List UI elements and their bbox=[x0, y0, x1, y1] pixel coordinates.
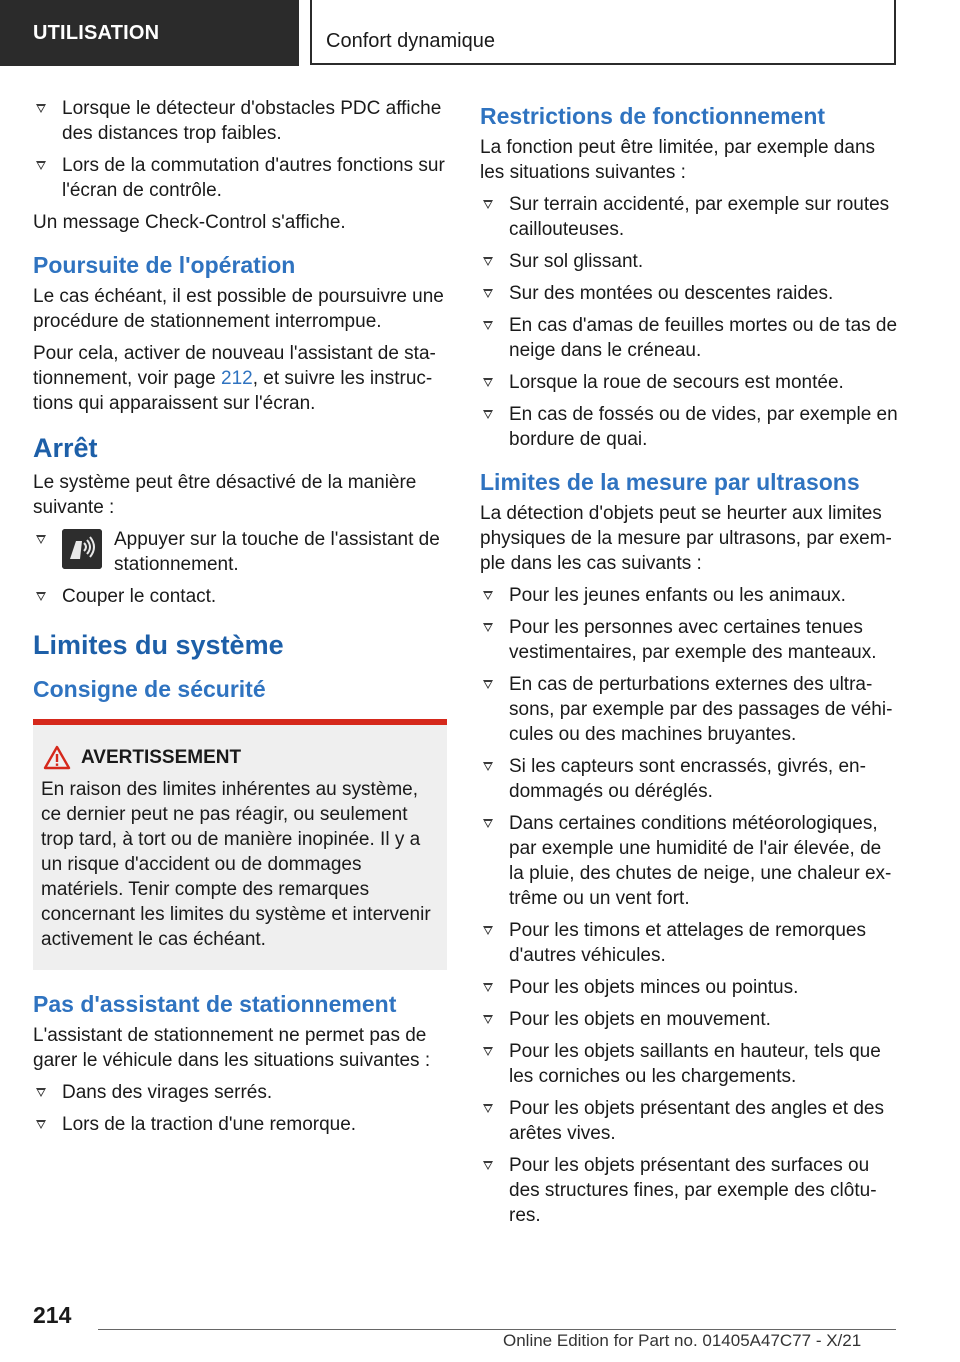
edition-footer: Online Edition for Part no. 01405A47C77 - X/21 bbox=[503, 1331, 862, 1350]
safety-heading: Consigne de sécurité bbox=[33, 676, 266, 702]
triangle-bullet-icon bbox=[483, 257, 493, 266]
list-item bbox=[480, 754, 900, 804]
parking-assistant-button-icon bbox=[62, 529, 102, 569]
triangle-bullet-icon bbox=[483, 680, 493, 689]
list-item bbox=[480, 583, 900, 608]
list-item-text: Sur des montées ou descentes raides. bbox=[509, 283, 834, 304]
triangle-bullet-icon bbox=[36, 104, 46, 113]
triangle-bullet-icon bbox=[483, 1047, 493, 1056]
list-item bbox=[33, 584, 447, 609]
list-item bbox=[33, 527, 447, 577]
restrictions-heading: Restrictions de fonctionnement bbox=[480, 103, 826, 129]
triangle-bullet-icon bbox=[483, 200, 493, 209]
list-item-text: Dans certaines conditions météorologiques, par exemple une humidité de l'air élevée, de la pluie, des chutes de neige, une chaleur extrême ou un vent fort. bbox=[509, 813, 892, 909]
resume-text-after-link: , et suivre les instructions qui apparaissent sur l'écran. bbox=[33, 368, 433, 414]
warning-triangle-icon bbox=[43, 745, 71, 770]
triangle-bullet-icon bbox=[483, 762, 493, 771]
left-column bbox=[33, 96, 447, 1144]
list-item-text: Dans des virages serrés. bbox=[62, 1082, 273, 1103]
resume-heading: Poursuite de l'opération bbox=[33, 252, 296, 278]
triangle-bullet-icon bbox=[483, 926, 493, 935]
stop-intro: Le système peut être désactivé de la manière suivante : bbox=[33, 472, 417, 518]
ultrasonic-intro: La détection d'objets peut se heurter aux limites physiques de la mesure par ultrasons, par exemple dans les cas suivants : bbox=[480, 503, 892, 574]
triangle-bullet-icon bbox=[483, 591, 493, 600]
stop-heading: Arrêt bbox=[33, 433, 98, 463]
list-item-text: Pour les objets saillants en hauteur, tels que les corniches ou les chargements. bbox=[509, 1041, 881, 1087]
ultrasonic-heading: Limites de la mesure par ultrasons bbox=[480, 469, 860, 495]
topic-title: Confort dynamique bbox=[310, 0, 896, 65]
list-item bbox=[33, 1080, 447, 1105]
list-item bbox=[33, 153, 447, 203]
list-item bbox=[480, 918, 900, 968]
right-column bbox=[480, 96, 900, 1235]
list-item-text: Pour les jeunes enfants ou les animaux. bbox=[509, 585, 846, 606]
warning-text: En raison des limites inhérentes au système, ce dernier peut ne pas réagir, ou seulement trop tard, à tort ou de manière inopinée. Il y a un risque d'accident ou de dommages matériels. Tenir compte des remarques concernant les limites du système et intervenir activement le cas échéant. bbox=[41, 779, 431, 950]
list-item bbox=[480, 370, 900, 395]
list-item-text: En cas de fossés ou de vides, par exemple en bordure de quai. bbox=[509, 404, 898, 450]
list-item bbox=[33, 96, 447, 146]
list-item-text: Appuyer sur la touche de l'assistant de stationnement. bbox=[114, 529, 440, 575]
list-item-text: Pour les objets présentant des angles et des arêtes vives. bbox=[509, 1098, 884, 1144]
triangle-bullet-icon bbox=[483, 983, 493, 992]
triangle-bullet-icon bbox=[36, 1088, 46, 1097]
resume-paragraph-2 bbox=[33, 341, 447, 416]
list-item-text: En cas d'amas de feuilles mortes ou de tas de neige dans le créneau. bbox=[509, 315, 898, 361]
resume-paragraph-1: Le cas échéant, il est possible de poursuivre une procédure de stationnement interrompue. bbox=[33, 286, 444, 332]
list-item-text: Sur sol glissant. bbox=[509, 251, 644, 272]
list-item bbox=[480, 313, 900, 363]
list-item-text: Lors de la traction d'une remorque. bbox=[62, 1114, 357, 1135]
list-item bbox=[480, 672, 900, 747]
triangle-bullet-icon bbox=[483, 378, 493, 387]
page-number: 214 bbox=[33, 1302, 72, 1328]
list-item-text: Lorsque le détecteur d'obstacles PDC affiche des distances trop faibles. bbox=[62, 98, 442, 144]
page-212-link[interactable]: 212 bbox=[221, 368, 253, 389]
triangle-bullet-icon bbox=[36, 161, 46, 170]
list-item bbox=[480, 811, 900, 911]
list-item-text: Pour les objets minces ou pointus. bbox=[509, 977, 799, 998]
list-item bbox=[480, 281, 900, 306]
resume-text-before-link: Pour cela, activer de nouveau l'assistant de stationnement, voir page bbox=[33, 343, 436, 389]
list-item-text: Pour les personnes avec certaines tenues vestimentaires, par exemple des manteaux. bbox=[509, 617, 877, 663]
list-item-text: Si les capteurs sont encrassés, givrés, endommagés ou déréglés. bbox=[509, 756, 866, 802]
list-item bbox=[480, 1153, 900, 1228]
list-item bbox=[480, 615, 900, 665]
triangle-bullet-icon bbox=[483, 289, 493, 298]
list-item-text: Sur terrain accidenté, par exemple sur routes caillouteuses. bbox=[509, 194, 890, 240]
triangle-bullet-icon bbox=[36, 592, 46, 601]
footer-divider bbox=[98, 1329, 896, 1330]
triangle-bullet-icon bbox=[483, 819, 493, 828]
limits-heading: Limites du système bbox=[33, 630, 284, 660]
check-control-message: Un message Check-Control s'affiche. bbox=[33, 212, 346, 233]
list-item bbox=[480, 249, 900, 274]
no-assist-heading: Pas d'assistant de stationnement bbox=[33, 991, 397, 1017]
restrictions-intro: La fonction peut être limitée, par exemple dans les situations suivantes : bbox=[480, 137, 876, 183]
list-item bbox=[480, 975, 900, 1000]
list-item-text: Couper le contact. bbox=[62, 586, 217, 607]
warning-title: AVERTISSEMENT bbox=[81, 747, 242, 768]
triangle-bullet-icon bbox=[483, 1104, 493, 1113]
list-item-text: Lors de la commutation d'autres fonctions sur l'écran de contrôle. bbox=[62, 155, 445, 201]
list-item bbox=[480, 192, 900, 242]
list-item-text: Pour les timons et attelages de remorques d'autres véhicules. bbox=[509, 920, 866, 966]
page-header bbox=[0, 0, 960, 66]
list-item bbox=[480, 1039, 900, 1089]
list-item-text: Lorsque la roue de secours est montée. bbox=[509, 372, 844, 393]
list-item-text: En cas de perturbations externes des ultrasons, par exemple par des passages de véhicules ou des machines bruyantes. bbox=[509, 674, 893, 745]
list-item bbox=[480, 1007, 900, 1032]
section-tab: UTILISATION bbox=[0, 0, 299, 66]
list-item bbox=[33, 1112, 447, 1137]
no-assist-intro: L'assistant de stationnement ne permet pas de garer le véhicule dans les situations suivantes : bbox=[33, 1025, 431, 1071]
triangle-bullet-icon bbox=[36, 1120, 46, 1129]
list-item bbox=[480, 402, 900, 452]
triangle-bullet-icon bbox=[36, 535, 46, 544]
triangle-bullet-icon bbox=[483, 321, 493, 330]
warning-header bbox=[41, 745, 439, 770]
triangle-bullet-icon bbox=[483, 1161, 493, 1170]
list-item bbox=[480, 1096, 900, 1146]
triangle-bullet-icon bbox=[483, 410, 493, 419]
triangle-bullet-icon bbox=[483, 623, 493, 632]
list-item-text: Pour les objets présentant des surfaces ou des structures fines, par exemple des clôtures. bbox=[509, 1155, 877, 1226]
list-item-text: Pour les objets en mouvement. bbox=[509, 1009, 771, 1030]
triangle-bullet-icon bbox=[483, 1015, 493, 1024]
warning-box bbox=[33, 719, 447, 970]
